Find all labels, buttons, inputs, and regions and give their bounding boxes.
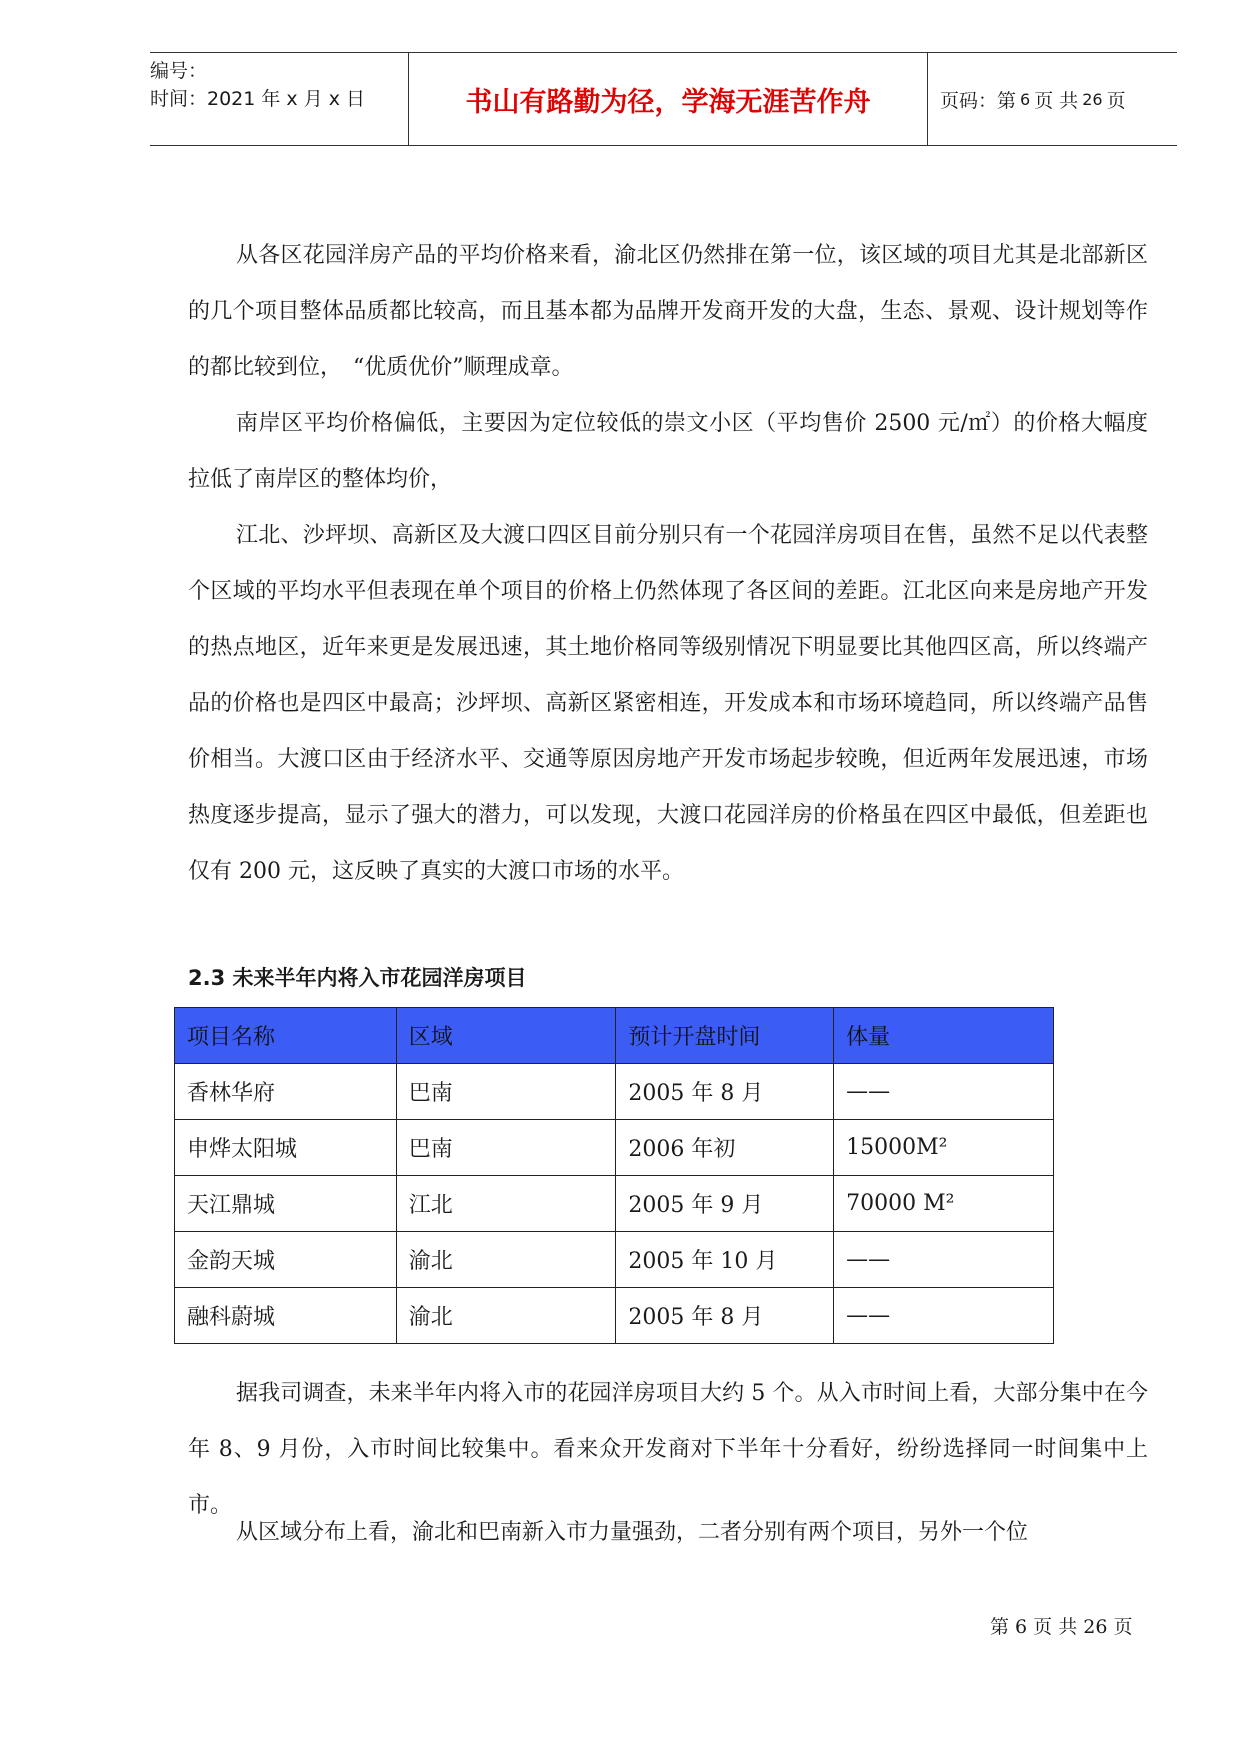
page-mid: 页 共	[1034, 89, 1079, 112]
cell-region: 江北	[396, 1176, 616, 1232]
table-header-row	[175, 1008, 1054, 1064]
cell-project-name: 香林华府	[175, 1064, 397, 1120]
page-suffix: 页	[1106, 89, 1126, 112]
cell-volume: ——	[834, 1232, 1054, 1288]
paragraph-2-text: 南岸区平均价格偏低，主要因为定位较低的崇文小区（平均售价 2500 元/㎡）的价格大幅度拉低了南岸区的整体均价，	[188, 411, 1148, 492]
cell-opening-time: 2005 年 10 月	[616, 1232, 834, 1288]
paragraph-5-text: 从区域分布上看，渝北和巴南新入市力量强劲，二者分别有两个项目，另外一个位	[236, 1520, 1029, 1545]
table-row	[175, 1120, 1054, 1176]
header-opening-time: 预计开盘时间	[616, 1008, 834, 1064]
paragraph-3-text: 江北、沙坪坝、高新区及大渡口四区目前分别只有一个花园洋房项目在售，虽然不足以代表整个区域的平均水平但表现在单个项目的价格上仍然体现了各区间的差距。江北区向来是房地产开发的热点地区，近年来更是发展迅速，其土地价格同等级别情况下明显要比其他四区高，所以终端产品的价格也是四区中最高；沙坪坝、高新区紧密相连，开发成本和市场环境趋同，所以终端产品售价相当。大渡口区由于经济水平、交通等原因房地产开发市场起步较晚，但近两年发展迅速，市场热度逐步提高，显示了强大的潜力，可以发现，大渡口花园洋房的价格虽在四区中最低，但差距也仅有 200 元，这反映了真实的大渡口市场的水平。	[188, 523, 1148, 884]
paragraph-5	[188, 1505, 1148, 1561]
cell-volume: 15000M²	[834, 1120, 1054, 1176]
page-footer: 第 6 页 共 26 页	[990, 1616, 1133, 1638]
page-number: 6	[1020, 89, 1031, 109]
section-title: 2.3 未来半年内将入市花园洋房项目	[188, 966, 527, 990]
cell-opening-time: 2005 年 9 月	[616, 1176, 834, 1232]
header-region: 区域	[396, 1008, 616, 1064]
cell-volume: 70000 M²	[834, 1176, 1054, 1232]
header-meta	[150, 53, 408, 145]
cell-project-name: 申烨太阳城	[175, 1120, 397, 1176]
cell-region: 渝北	[396, 1232, 616, 1288]
cell-project-name: 融科蔚城	[175, 1288, 397, 1344]
cell-volume: ——	[834, 1288, 1054, 1344]
header-volume: 体量	[834, 1008, 1054, 1064]
header-page-info	[928, 53, 1177, 145]
cell-project-name: 金韵天城	[175, 1232, 397, 1288]
page-header	[150, 52, 1177, 146]
page-total: 26	[1082, 89, 1103, 109]
table-row	[175, 1288, 1054, 1344]
doc-time-label: 时间：2021 年 x 月 x 日	[150, 88, 366, 110]
paragraph-4-text: 据我司调查，未来半年内将入市的花园洋房项目大约 5 个。从入市时间上看，大部分集中在今年 8、9 月份，入市时间比较集中。看来众开发商对下半年十分看好，纷纷选择同一时间集中上市。	[188, 1381, 1148, 1518]
cell-opening-time: 2006 年初	[616, 1120, 834, 1176]
cell-region: 渝北	[396, 1288, 616, 1344]
page-prefix: 页码：第	[940, 89, 1017, 112]
projects-table	[174, 1007, 1054, 1344]
cell-opening-time: 2005 年 8 月	[616, 1064, 834, 1120]
paragraph-1-text: 从各区花园洋房产品的平均价格来看，渝北区仍然排在第一位，该区域的项目尤其是北部新区的几个项目整体品质都比较高，而且基本都为品牌开发商开发的大盘，生态、景观、设计规划等作的都比较到位， “优质优价”顺理成章。	[188, 243, 1148, 380]
doc-number-label: 编号：	[150, 60, 208, 82]
header-motto: 书山有路勤为径，学海无涯苦作舟	[408, 53, 928, 145]
cell-volume: ——	[834, 1064, 1054, 1120]
table-row	[175, 1232, 1054, 1288]
cell-region: 巴南	[396, 1064, 616, 1120]
cell-opening-time: 2005 年 8 月	[616, 1288, 834, 1344]
header-project-name: 项目名称	[175, 1008, 397, 1064]
paragraph-2	[188, 396, 1148, 508]
table-row	[175, 1176, 1054, 1232]
cell-project-name: 天江鼎城	[175, 1176, 397, 1232]
cell-region: 巴南	[396, 1120, 616, 1176]
table-row	[175, 1064, 1054, 1120]
paragraph-1	[188, 228, 1148, 396]
paragraph-3	[188, 508, 1148, 900]
